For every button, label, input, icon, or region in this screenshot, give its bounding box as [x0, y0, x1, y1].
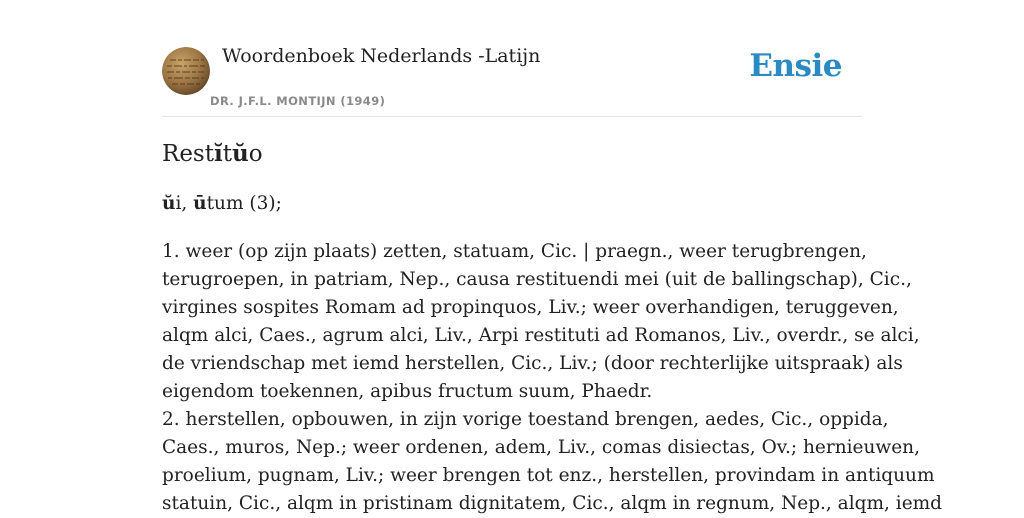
- bronze-coin-icon[interactable]: [162, 47, 210, 95]
- definition-line: statuin, Cic., alqm in pristinam dignitatem, Cic., alqm in regnum, Nep., alqm, iemd: [162, 493, 943, 514]
- definition-line: Caes., muros, Nep.; weer ordenen, adem, Liv., comas disiectas, Ov.; hernieuwen,: [162, 437, 920, 458]
- ensie-logo-link[interactable]: Ensie: [749, 48, 842, 84]
- definition-line: virgines sospites Romam ad propinquos, Liv.; weer overhandigen, teruggeven,: [162, 297, 899, 318]
- headword-part: o: [248, 141, 263, 167]
- definition-line: alqm alci, Caes., agrum alci, Liv., Arpi restituti ad Romanos, Liv., overdr., se alci,: [162, 325, 920, 346]
- headword-part: t: [222, 141, 232, 167]
- forms-part: ū: [193, 193, 207, 214]
- definition-line: 1. weer (op zijn plaats) zetten, statuam, Cic. | praegn., weer terugbrengen,: [162, 241, 867, 262]
- page-title: [162, 140, 263, 167]
- definition-text: [162, 238, 943, 518]
- page: [162, 0, 943, 514]
- forms-part: i,: [175, 193, 194, 214]
- definition-line: proelium, pugnam, Liv.; weer brengen tot enz., herstellen, provindam in antiquum: [162, 465, 935, 486]
- headword-part: ŭ: [231, 140, 249, 167]
- site-header: [162, 0, 862, 117]
- forms-part: tum (3);: [206, 193, 282, 214]
- headword-part: ĭ: [213, 140, 223, 167]
- author-subtitle: DR. J.F.L. MONTIJN (1949): [210, 94, 386, 108]
- forms-part: ŭ: [162, 193, 176, 214]
- definition-line: terugroepen, in patriam, Nep., causa restituendi mei (uit de ballingschap), Cic.,: [162, 269, 912, 290]
- definition-line: 2. herstellen, opbouwen, in zijn vorige toestand brengen, aedes, Cic., oppida,: [162, 409, 889, 430]
- definition-line: eigendom toekennen, apibus fructum suum, Phaedr.: [162, 381, 653, 402]
- site-title[interactable]: Woordenboek Nederlands -Latijn: [222, 45, 541, 67]
- inflection-forms: [162, 193, 282, 214]
- definition-line: de vriendschap met iemd herstellen, Cic., Liv.; (door rechterlijke uitspraak) als: [162, 353, 903, 374]
- headword-part: Rest: [162, 141, 214, 167]
